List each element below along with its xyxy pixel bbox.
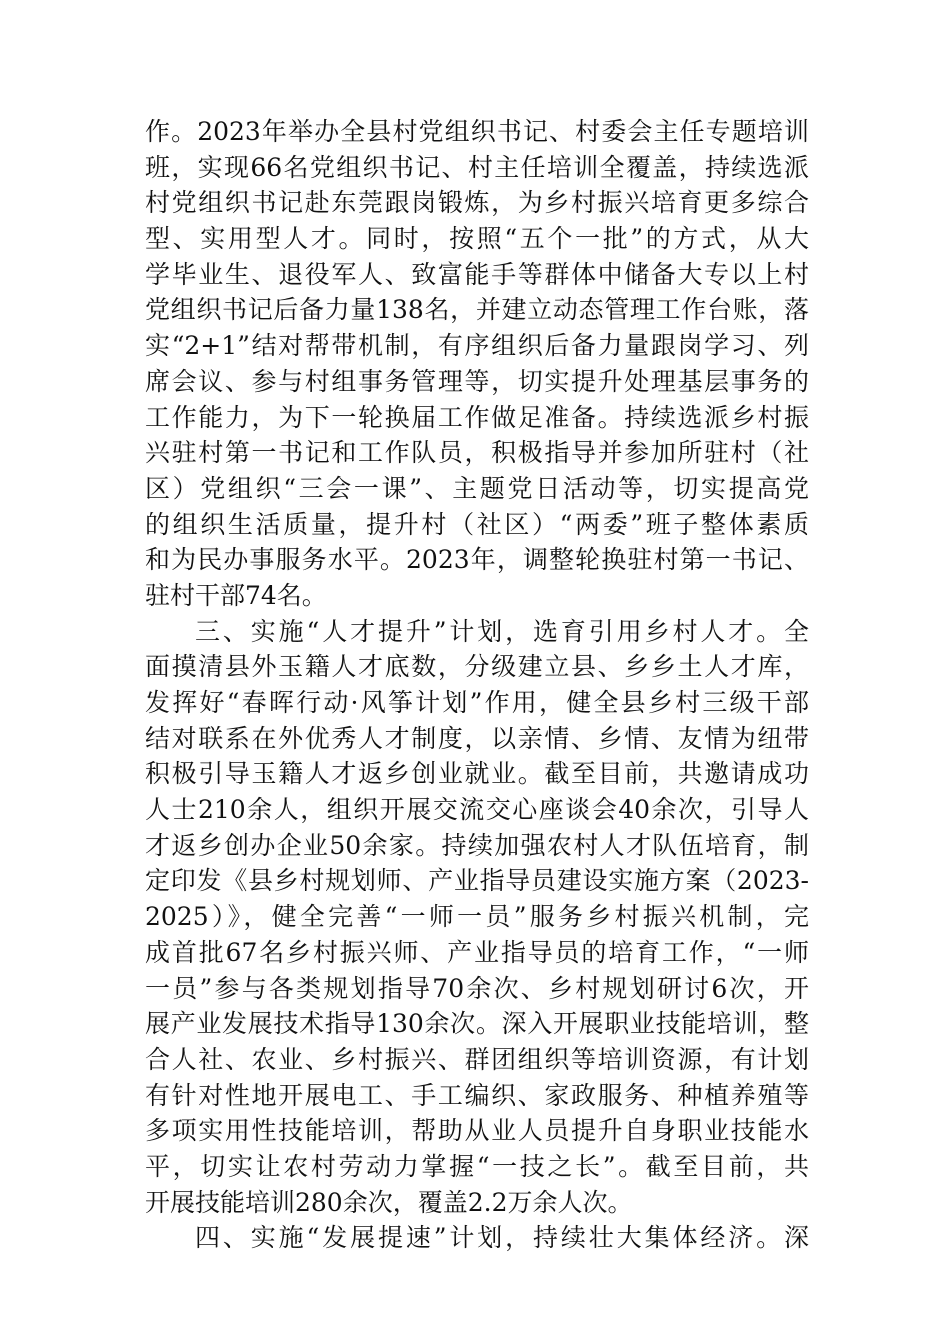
text-line: 班，实现66名党组织书记、村主任培训全覆盖，持续选派 <box>145 152 809 182</box>
text-line: 党组织书记后备力量138名，并建立动态管理工作台账，落 <box>145 295 809 325</box>
text-line: 一员”参与各类规划指导70余次、乡村规划研讨6次，开 <box>145 973 810 1003</box>
text-line: 合人社、农业、乡村振兴、群团组织等培训资源，有计划 <box>145 1044 809 1074</box>
text-line: 才返乡创办企业50余家。持续加强农村人才队伍培育，制 <box>145 830 809 860</box>
text-line: 发挥好“春晖行动·风筝计划”作用，健全县乡村三级干部 <box>145 688 809 717</box>
text-line: 作。2023年举办全县村党组织书记、村委会主任专题培训 <box>145 117 809 146</box>
text-line: 兴驻村第一书记和工作队员，积极指导并参加所驻村（社 <box>145 438 809 468</box>
text-line: 区）党组织“三会一课”、主题党日活动等，切实提高党 <box>145 473 809 503</box>
text-line: 人士210余人，组织开展交流交心座谈会40余次，引导人 <box>145 795 809 825</box>
text-line: 积极引导玉籍人才返乡创业就业。截至目前，共邀请成功 <box>145 759 809 789</box>
section-heading-line: 三、实施“人才提升”计划，选育引用乡村人才。全 <box>195 616 809 646</box>
body-text <box>145 114 809 1256</box>
text-line: 和为民办事服务水平。2023年，调整轮换驻村第一书记、 <box>145 545 809 575</box>
text-line: 面摸清县外玉籍人才底数，分级建立县、乡乡土人才库， <box>145 652 809 682</box>
text-line: 2025）》，健全完善“一师一员”服务乡村振兴机制，完 <box>145 902 809 932</box>
text-line: 开展技能培训280余次，覆盖2.2万余人次。 <box>145 1187 633 1217</box>
text-line: 工作能力，为下一轮换届工作做足准备。持续选派乡村振 <box>145 402 809 432</box>
text-line: 结对联系在外优秀人才制度，以亲情、乡情、友情为纽带 <box>145 723 809 753</box>
section-heading-line: 四、实施“发展提速”计划，持续壮大集体经济。深 <box>195 1223 809 1253</box>
text-line: 展产业发展技术指导130余次。深入开展职业技能培训，整 <box>145 1009 809 1039</box>
text-line: 有针对性地开展电工、手工编织、家政服务、种植养殖等 <box>145 1080 809 1110</box>
text-line: 席会议、参与村组事务管理等，切实提升处理基层事务的 <box>145 366 809 396</box>
text-line: 成首批67名乡村振兴师、产业指导员的培育工作，“一师 <box>145 937 809 967</box>
text-line: 定印发《县乡村规划师、产业指导员建设实施方案（2023- <box>145 866 809 896</box>
text-line: 村党组织书记赴东莞跟岗锻炼，为乡村振兴培育更多综合 <box>145 188 809 218</box>
text-line: 平，切实让农村劳动力掌握“一技之长”。截至目前，共 <box>145 1151 809 1181</box>
text-line: 的组织生活质量，提升村（社区）“两委”班子整体素质 <box>145 509 809 539</box>
text-line: 实“2+1”结对帮带机制，有序组织后备力量跟岗学习、列 <box>145 331 809 361</box>
text-line: 多项实用性技能培训，帮助从业人员提升自身职业技能水 <box>145 1116 809 1146</box>
text-line: 学毕业生、退役军人、致富能手等群体中储备大专以上村 <box>145 259 809 289</box>
text-line: 型、实用型人才。同时，按照“五个一批”的方式，从大 <box>145 224 809 254</box>
text-line: 驻村干部74名。 <box>145 580 327 610</box>
